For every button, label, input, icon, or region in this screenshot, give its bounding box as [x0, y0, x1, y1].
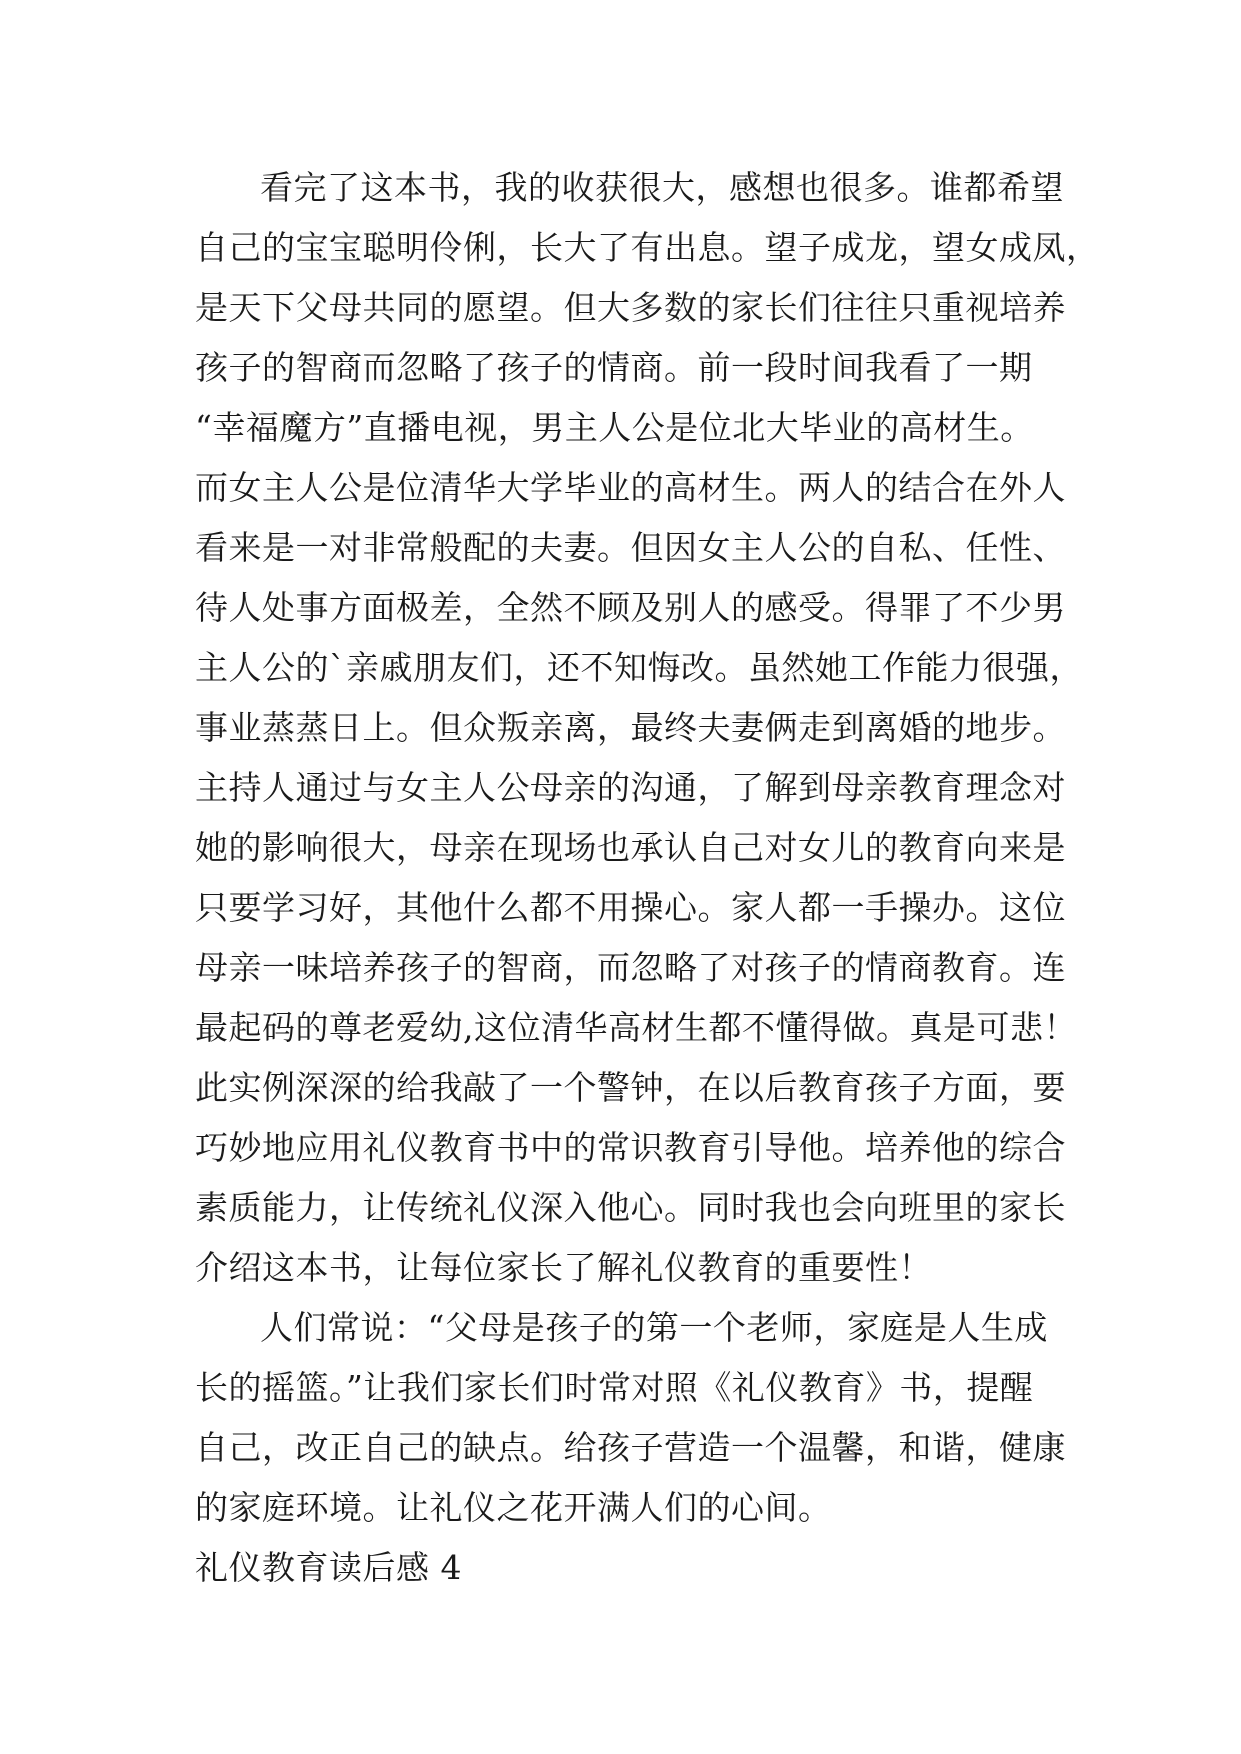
section-heading: 礼仪教育读后感 4: [195, 1548, 462, 1587]
paragraph-2-line-2: 长的摇篮。”让我们家长们时常对照《礼仪教育》书，提醒: [195, 1368, 1034, 1407]
paragraph-1-line-1: 看完了这本书，我的收获很大，感想也很多。谁都希望: [260, 168, 1064, 207]
paragraph-1-line-17: 巧妙地应用礼仪教育书中的常识教育引导他。培养他的综合: [195, 1128, 1066, 1167]
paragraph-1-line-6: 而女主人公是位清华大学毕业的高材生。两人的结合在外人: [195, 468, 1066, 507]
paragraph-1-line-9: 主人公的`亲戚朋友们，还不知悔改。虽然她工作能力很强，: [195, 648, 1083, 687]
paragraph-1-line-4: 孩子的智商而忽略了孩子的情商。前一段时间我看了一期: [195, 348, 1033, 387]
paragraph-1-line-13: 只要学习好，其他什么都不用操心。家人都一手操办。这位: [195, 888, 1066, 927]
paragraph-1-line-7: 看来是一对非常般配的夫妻。但因女主人公的自私、任性、: [195, 528, 1066, 567]
paragraph-1-line-5: “幸福魔方”直播电视，男主人公是位北大毕业的高材生。: [195, 408, 1034, 447]
paragraph-1-line-2: 自己的宝宝聪明伶俐，长大了有出息。望子成龙，望女成凤，: [195, 228, 1100, 267]
paragraph-1-line-14: 母亲一味培养孩子的智商，而忽略了对孩子的情商教育。连: [195, 948, 1066, 987]
paragraph-1-line-10: 事业蒸蒸日上。但众叛亲离，最终夫妻俩走到离婚的地步。: [195, 708, 1066, 747]
paragraph-1-line-12: 她的影响很大，母亲在现场也承认自己对女儿的教育向来是: [195, 828, 1066, 867]
paragraph-1-line-15: 最起码的尊老爱幼,这位清华高材生都不懂得做。真是可悲！: [195, 1008, 1077, 1047]
paragraph-1-line-11: 主持人通过与女主人公母亲的沟通，了解到母亲教育理念对: [195, 768, 1066, 807]
paragraph-1-line-18: 素质能力，让传统礼仪深入他心。同时我也会向班里的家长: [195, 1188, 1066, 1227]
paragraph-1-line-16: 此实例深深的给我敲了一个警钟，在以后教育孩子方面，要: [195, 1068, 1066, 1107]
paragraph-1-line-19: 介绍这本书，让每位家长了解礼仪教育的重要性！: [195, 1248, 932, 1287]
paragraph-1-line-8: 待人处事方面极差，全然不顾及别人的感受。得罪了不少男: [195, 588, 1066, 627]
paragraph-2-line-3: 自己，改正自己的缺点。给孩子营造一个温馨，和谐，健康: [195, 1428, 1066, 1467]
paragraph-1-line-3: 是天下父母共同的愿望。但大多数的家长们往往只重视培养: [195, 288, 1066, 327]
paragraph-2-line-1: 人们常说：“父母是孩子的第一个老师，家庭是人生成: [260, 1308, 1048, 1347]
paragraph-2-line-4: 的家庭环境。让礼仪之花开满人们的心间。: [195, 1488, 832, 1527]
